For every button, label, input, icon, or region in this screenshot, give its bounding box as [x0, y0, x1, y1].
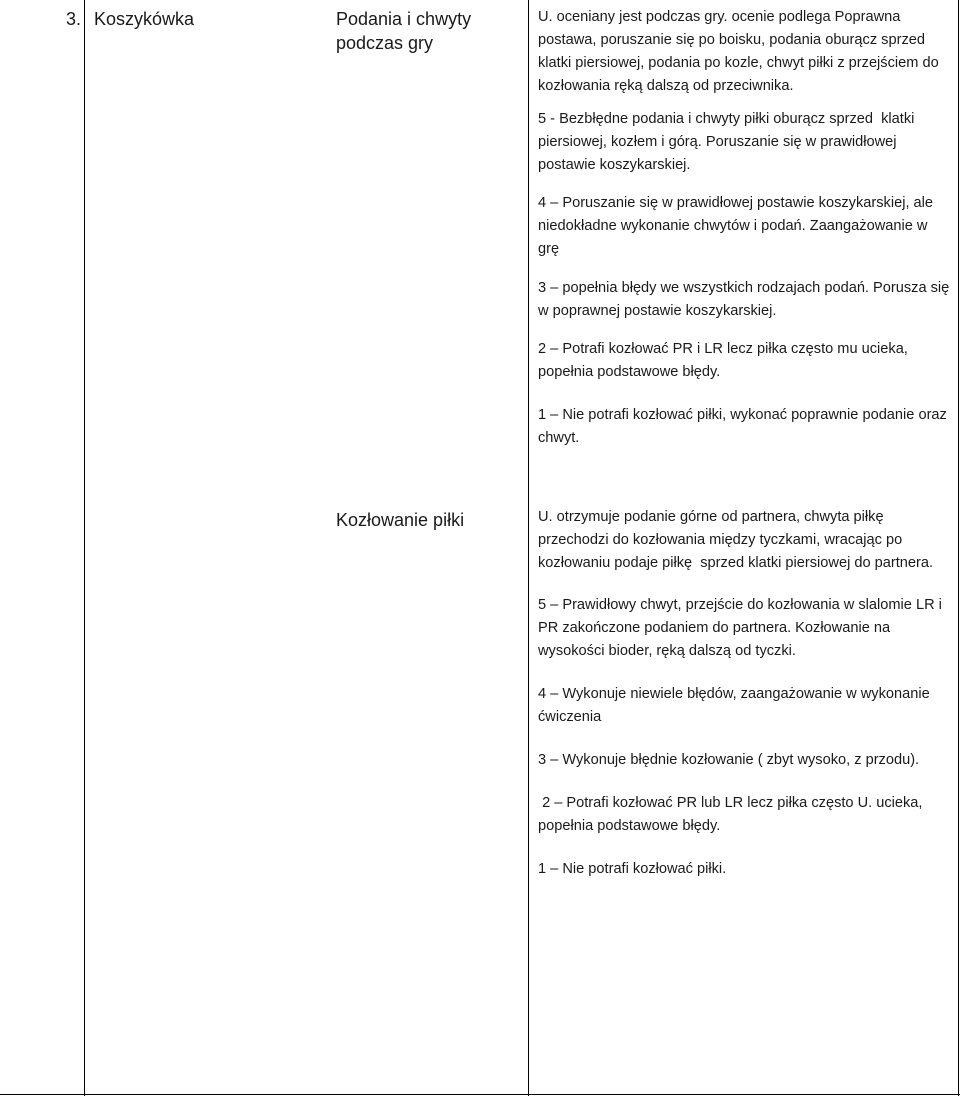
- criteria-paragraph: 1 – Nie potrafi kozłować piłki, wykonać poprawnie podanie oraz chwyt.: [538, 407, 951, 446]
- row-number: 3.: [66, 9, 82, 29]
- table-bottom-border: [0, 1094, 960, 1095]
- criteria-paragraph: 3 – Wykonuje błędnie kozłowanie ( zbyt wysoko, z przodu).: [538, 752, 920, 768]
- column-divider: [528, 0, 529, 1096]
- column-divider: [84, 0, 85, 1096]
- topic-title: Kozłowanie piłki: [336, 510, 465, 530]
- criteria-paragraph: 5 - Bezbłędne podania i chwyty piłki oburącz sprzed klatki piersiowej, kozłem i górą. Poruszanie się w prawidłowej postawie koszykarskiej.: [538, 111, 919, 173]
- criteria-paragraph: 4 – Poruszanie się w prawidłowej postawie koszykarskiej, ale niedokładne wykonanie chwytów i podań. Zaangażowanie w grę: [538, 195, 938, 257]
- criteria-paragraph: 1 – Nie potrafi kozłować piłki.: [538, 861, 727, 877]
- criteria-paragraph: U. oceniany jest podczas gry. ocenie podlega Poprawna postawa, poruszanie się po boisku, podania oburącz sprzed klatki piersiowej, podania po kozle, chwyt piłki z przejściem do kozłowania ręką dalszą od przeciwnika.: [538, 9, 943, 94]
- criteria-paragraph: 2 – Potrafi kozłować PR lub LR lecz piłka często U. ucieka, popełnia podstawowe błędy.: [538, 795, 927, 834]
- table-right-border: [958, 0, 959, 1096]
- criteria-paragraph: 2 – Potrafi kozłować PR i LR lecz piłka często mu ucieka, popełnia podstawowe błędy.: [538, 341, 912, 380]
- criteria-paragraph: 4 – Wykonuje niewiele błędów, zaangażowanie w wykonanie ćwiczenia: [538, 686, 934, 725]
- criteria-block-passing: [538, 6, 954, 450]
- criteria-block-dribbling: [538, 506, 950, 881]
- sport-name: Koszykówka: [94, 9, 195, 29]
- topic-title: Podania i chwyty podczas gry: [336, 9, 472, 53]
- criteria-paragraph: U. otrzymuje podanie górne od partnera, chwyta piłkę przechodzi do kozłowania między tyczkami, wracając po kozłowaniu podaje piłkę sprzed klatki piersiowej do partnera.: [538, 509, 934, 571]
- criteria-paragraph: 5 – Prawidłowy chwyt, przejście do kozłowania w slalomie LR i PR zakończone podaniem do partnera. Kozłowanie na wysokości bioder, ręką dalszą od tyczki.: [538, 597, 946, 659]
- criteria-paragraph: 3 – popełnia błędy we wszystkich rodzajach podań. Porusza się w poprawnej postawie koszykarskiej.: [538, 280, 954, 319]
